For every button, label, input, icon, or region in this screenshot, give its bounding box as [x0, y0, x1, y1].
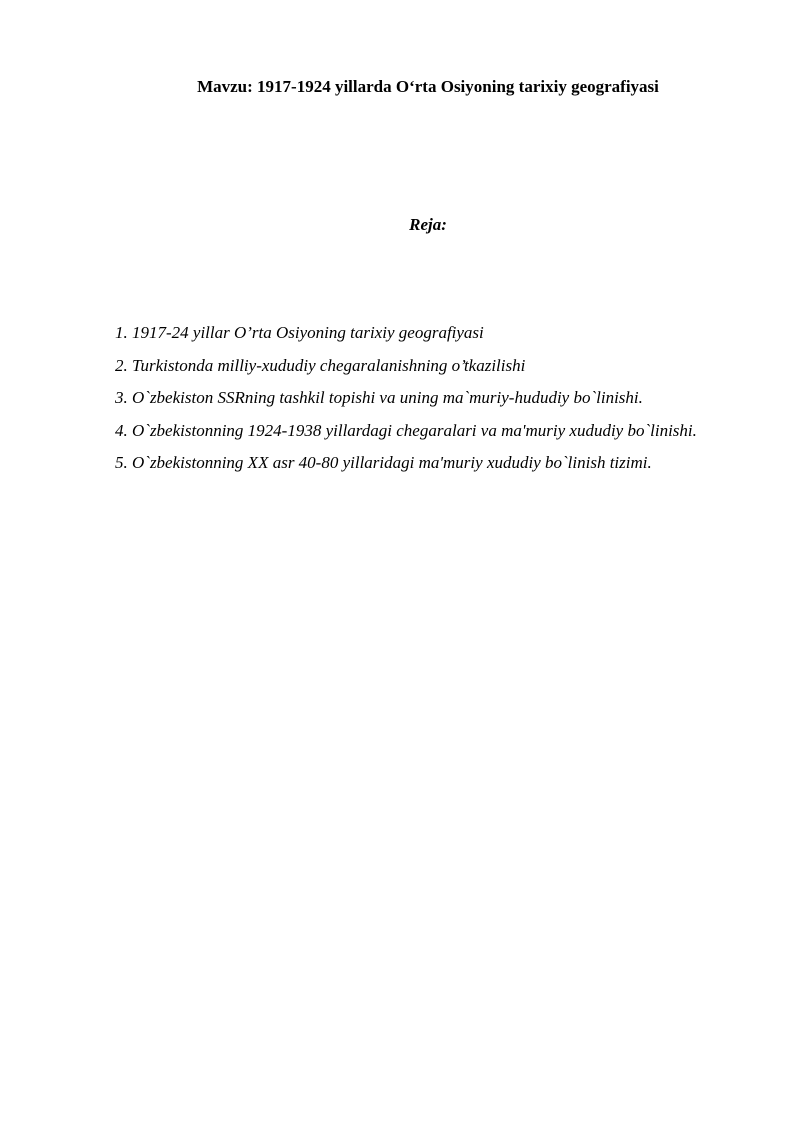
plan-item-4: 4. O`zbekistonning 1924-1938 yillardagi chegaralari va ma'muriy xududiy bo`linishi. [115, 420, 697, 440]
plan-list [115, 317, 735, 480]
document-title: Mavzu: 1917-1924 yillarda O‘rta Osiyoning tarixiy geografiyasi [197, 77, 659, 96]
plan-item-5: 5. O`zbekistonning XX asr 40-80 yillaridagi ma'muriy xududiy bo`linish tizimi. [115, 453, 652, 472]
plan-item-3: 3. O`zbekiston SSRning tashkil topishi va uning ma`muriy-hududiy bo`linishi. [115, 388, 643, 407]
plan-item-2: 2. Turkistonda milliy-xududiy chegaralanishning o’tkazilishi [115, 355, 526, 375]
plan-item-1: 1. 1917-24 yillar O’rta Osiyoning tarixiy geografiyasi [115, 323, 484, 342]
plan-heading: Reja: [409, 215, 447, 234]
